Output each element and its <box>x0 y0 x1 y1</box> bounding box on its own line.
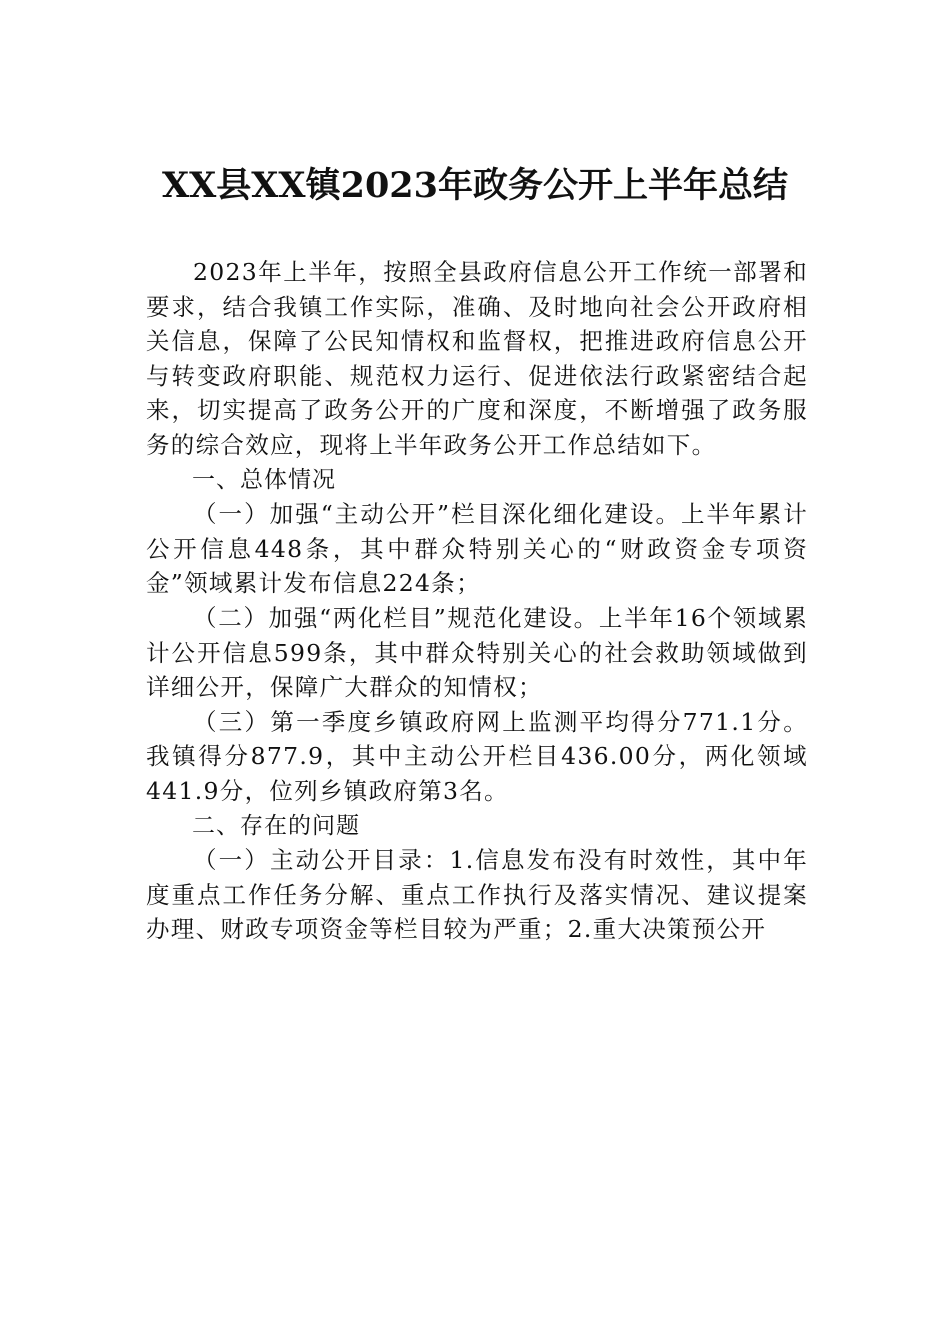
overview-item-2: （二）加强“两化栏目”规范化建设。上半年16个领域累计公开信息599条，其中群众特别关心的社会救助领域做到详细公开，保障广大群众的知情权； <box>146 603 808 702</box>
intro-paragraph: 2023年上半年，按照全县政府信息公开工作统一部署和要求，结合我镇工作实际，准确、及时地向社会公开政府相关信息，保障了公民知情权和监督权，把推进政府信息公开与转变政府职能、规范权力运行、促进依法行政紧密结合起来，切实提高了政务公开的广度和深度，不断增强了政务服务的综合效应，现将上半年政务公开工作总结如下。 <box>146 258 808 459</box>
overview-item-1: （一）加强“主动公开”栏目深化细化建设。上半年累计公开信息448条，其中群众特别关心的“财政资金专项资金”领域累计发布信息224条； <box>146 500 808 598</box>
document-body <box>146 255 808 947</box>
overview-item-3: （三）第一季度乡镇政府网上监测平均得分771.1分。我镇得分877.9，其中主动公开栏目436.00分，两化领域441.9分，位列乡镇政府第3名。 <box>146 707 808 805</box>
section-heading-problems: 二、存在的问题 <box>192 812 360 839</box>
problems-item-1: （一）主动公开目录：1.信息发布没有时效性，其中年度重点工作任务分解、重点工作执行及落实情况、建议提案办理、财政专项资金等栏目较为严重；2.重大决策预公开 <box>146 846 808 944</box>
section-heading-overview: 一、总体情况 <box>192 466 336 493</box>
document-title: XX县XX镇2023年政务公开上半年总结 <box>161 165 789 206</box>
